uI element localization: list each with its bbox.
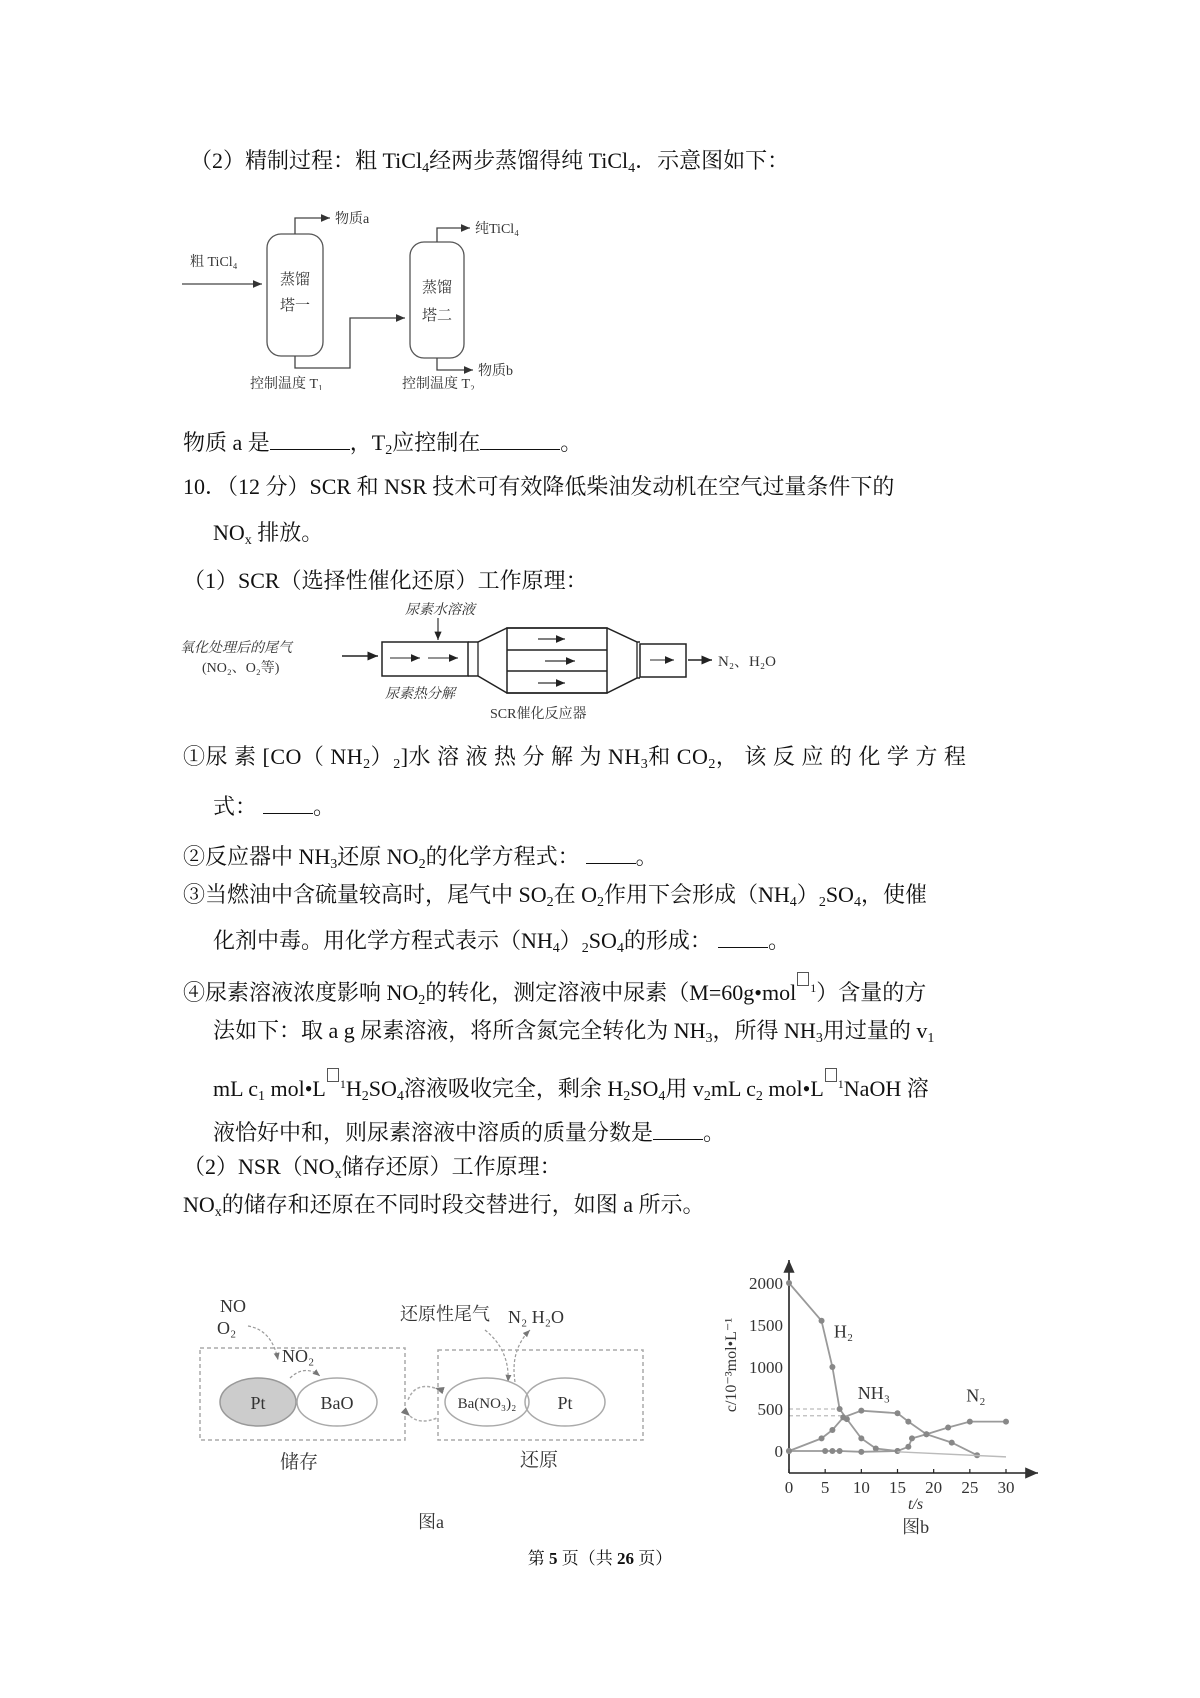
scr-heading — [183, 566, 588, 596]
answer-blank[interactable] — [718, 927, 768, 948]
answer-blank[interactable] — [653, 1119, 703, 1140]
text: 和 CO — [648, 744, 709, 769]
subscript: x — [244, 533, 252, 548]
x-tick-label: 25 — [961, 1478, 979, 1497]
reduction-label: 还原 — [520, 1450, 559, 1471]
item-2 — [183, 842, 658, 872]
subscript: x — [334, 1167, 342, 1182]
q9-answer-line — [183, 428, 582, 458]
reactor-top — [468, 628, 640, 642]
total-pages: 26 — [617, 1549, 634, 1568]
cycle-arrow — [410, 1416, 437, 1421]
superscript-text: 1 — [810, 981, 817, 995]
out-b-arrow — [437, 358, 473, 370]
nsr-heading — [183, 1152, 562, 1182]
products-label: N₂ H₂O — [508, 1307, 565, 1327]
out-b-label: 物质b — [478, 364, 513, 379]
data-point — [840, 1414, 846, 1420]
intro-text: 经两步蒸馏得纯 TiCl — [429, 148, 629, 173]
pt-label: Pt — [557, 1393, 573, 1413]
text: 用 v — [665, 1076, 704, 1101]
data-point — [858, 1449, 864, 1455]
text: ， 该 反 应 的 化 学 方 程 — [715, 744, 967, 769]
data-point — [967, 1419, 973, 1425]
text: ） — [370, 744, 394, 769]
tower-one — [267, 234, 323, 356]
subscript: 4 — [422, 161, 430, 176]
text: 式： — [213, 794, 258, 819]
answer-blank[interactable] — [586, 843, 636, 864]
subscript: 2 — [818, 895, 826, 910]
answer-blank[interactable] — [480, 429, 560, 450]
chart-grid — [789, 1409, 844, 1416]
data-point — [905, 1444, 911, 1450]
figure-a — [190, 1290, 670, 1540]
subscript: 2 — [418, 857, 426, 872]
series-layer — [786, 1280, 1009, 1458]
text: mL c — [213, 1076, 258, 1101]
y-tick-label: 1500 — [749, 1316, 783, 1335]
baseline-line — [898, 1452, 1007, 1457]
exhaust-label: 氧化处理后的尾气 — [180, 641, 292, 656]
subscript: 2 — [393, 757, 401, 772]
text: 用过量的 v — [822, 1018, 928, 1043]
item-1 — [183, 742, 966, 772]
series-label: N₂ — [966, 1385, 986, 1406]
subscript: 4 — [789, 895, 797, 910]
subscript: 3 — [640, 757, 649, 772]
storage-label: 储存 — [280, 1452, 319, 1473]
data-point — [895, 1448, 901, 1454]
tower-one-label: 塔一 — [279, 298, 311, 314]
footer-text: 页（共 — [557, 1549, 617, 1568]
text: 。 — [703, 1120, 726, 1145]
text: 储存还原）工作原理： — [341, 1154, 562, 1179]
text: SO — [368, 1076, 397, 1101]
data-point — [819, 1435, 825, 1441]
text: mL c — [710, 1076, 756, 1101]
text: 物质 a 是 — [183, 430, 270, 455]
figure-a-caption: 图a — [418, 1512, 444, 1532]
q9-part2-intro — [190, 146, 789, 176]
no2-arrow — [290, 1370, 320, 1378]
text: 的转化，测定溶液中尿素（M=60g•mol — [425, 980, 797, 1005]
superscript — [796, 981, 816, 995]
reactor-label: SCR催化反应器 — [490, 707, 587, 722]
text: ，T — [349, 430, 386, 455]
text: 化剂中毒。用化学方程式表示（NH — [213, 928, 553, 953]
text: NaOH 溶 — [843, 1076, 929, 1101]
subscript: 3 — [815, 1031, 823, 1046]
text: 。 — [313, 794, 336, 819]
series-label: H₂ — [833, 1321, 854, 1342]
y-tick-label: 500 — [757, 1400, 783, 1419]
scr-diagram — [180, 600, 800, 730]
cycle-arrow — [408, 1387, 435, 1401]
subscript: 4 — [628, 161, 636, 176]
data-point — [837, 1406, 843, 1412]
subscript: 2 — [363, 757, 371, 772]
x-tick-label: 0 — [784, 1478, 794, 1497]
subscript: 4 — [616, 941, 624, 956]
y-tick-label: 0 — [774, 1442, 783, 1461]
urea-solution-label: 尿素水溶液 — [405, 603, 475, 618]
data-point — [1003, 1419, 1009, 1425]
text: 溶液吸收完全，剩余 H — [403, 1076, 624, 1101]
nsr-description — [183, 1190, 705, 1220]
text: 应控制在 — [392, 430, 481, 455]
superscript — [326, 1077, 346, 1091]
data-point — [949, 1440, 955, 1446]
output-label: N₂、H₂O — [718, 654, 776, 670]
item-4-cont2 — [213, 1068, 929, 1104]
text: ，所得 NH — [712, 1018, 816, 1043]
y-tick-label: 2000 — [749, 1274, 783, 1293]
o2-label: O₂ — [217, 1318, 237, 1338]
ctrl-t2-label: 控制温度 T₂ — [402, 377, 475, 390]
exhaust-label: (NO₂、O₂等) — [202, 661, 280, 676]
text: ） — [559, 928, 582, 953]
question-title: 10．（12 分）SCR 和 NSR 技术可有效降低柴油发动机在空气过量条件下的 — [183, 474, 895, 499]
data-point — [786, 1280, 792, 1286]
x-axis-label: t/s — [908, 1496, 924, 1513]
reactor-bottom — [468, 676, 640, 693]
series-label: NH₃ — [857, 1382, 890, 1403]
page-footer — [0, 1544, 1200, 1569]
subscript: 4 — [658, 1089, 666, 1104]
subscript: 2 — [597, 895, 605, 910]
subscript: 2 — [385, 443, 393, 458]
text: mol•L — [265, 1076, 326, 1101]
out-pure-label: 纯TiCl₄ — [475, 222, 520, 237]
subscript: 4 — [396, 1089, 404, 1104]
out-pure-arrow — [437, 228, 470, 242]
missing-glyph-box — [327, 1068, 339, 1082]
data-point — [837, 1448, 843, 1454]
subscript: x — [214, 1205, 222, 1220]
out-a-arrow — [295, 218, 330, 234]
item-4-cont3 — [213, 1118, 725, 1148]
x-tick-label: 10 — [852, 1478, 870, 1497]
data-point — [819, 1318, 825, 1324]
data-point — [829, 1448, 835, 1454]
answer-blank[interactable] — [263, 793, 313, 814]
missing-glyph-box — [797, 972, 809, 986]
text: 在 O — [553, 882, 598, 907]
intro-text: ．示意图如下： — [635, 148, 790, 173]
text: ）含量的方 — [816, 980, 927, 1005]
tower-two — [410, 242, 464, 358]
urea-decomp-label: 尿素热分解 — [385, 687, 455, 702]
data-point — [786, 1448, 792, 1454]
text: 。 — [767, 928, 790, 953]
text: NO — [183, 1192, 215, 1217]
text: 液恰好中和，则尿素溶液中溶质的质量分数是 — [213, 1120, 654, 1145]
y-ticks — [749, 1274, 783, 1461]
x-tick-label: 30 — [997, 1478, 1015, 1497]
text: ） — [796, 882, 819, 907]
no-label: NO — [220, 1296, 246, 1316]
input-label: 粗 TiCl₄ — [190, 255, 238, 270]
subscript: 2 — [703, 1089, 711, 1104]
data-point — [829, 1364, 835, 1370]
data-point — [858, 1408, 864, 1414]
subscript: 2 — [581, 941, 589, 956]
text: 的形成： — [623, 928, 712, 953]
x-tick-label: 5 — [820, 1478, 830, 1497]
figure-b-chart — [720, 1240, 1050, 1540]
data-point — [829, 1427, 835, 1433]
data-point — [822, 1448, 828, 1454]
subscript: 1 — [258, 1089, 265, 1104]
data-point — [905, 1419, 911, 1425]
text: 排放。 — [251, 520, 324, 545]
y-tick-label: 1000 — [749, 1358, 783, 1377]
data-point — [909, 1435, 915, 1441]
page-number: 5 — [549, 1549, 558, 1568]
data-point — [895, 1410, 901, 1416]
ctrl-t1-label: 控制温度 T₁ — [250, 377, 323, 390]
text: 的化学方程式： — [425, 844, 580, 869]
text: ②反应器中 NH — [183, 844, 331, 869]
out-a-label: 物质a — [335, 212, 370, 227]
answer-blank[interactable] — [270, 429, 350, 450]
pt-label: Pt — [250, 1393, 266, 1413]
intro-text: （2）精制过程：粗 TiCl — [190, 148, 423, 173]
data-point — [858, 1435, 864, 1441]
text: H — [345, 1076, 362, 1101]
superscript-text: 1 — [837, 1077, 844, 1091]
text: （2）NSR（NO — [183, 1154, 335, 1179]
text: ③当燃油中含硫量较高时，尾气中 SO — [183, 882, 547, 907]
subscript: 4 — [853, 895, 861, 910]
y-axis-label: c/10⁻³mol•L⁻¹ — [723, 1317, 740, 1413]
reducing-gas-arrow — [485, 1330, 508, 1382]
subscript: 2 — [361, 1089, 369, 1104]
superscript-text: 1 — [339, 1077, 346, 1091]
series-line-0 — [789, 1283, 898, 1451]
text: 还原 NO — [337, 844, 419, 869]
text: mol•L — [762, 1076, 824, 1101]
item-3 — [183, 880, 927, 910]
text: ④尿素溶液浓度影响 NO — [183, 980, 419, 1005]
subscript: 2 — [755, 1089, 763, 1104]
item-3-cont — [213, 926, 790, 956]
text: SO — [630, 1076, 659, 1101]
text: ]水 溶 液 热 分 解 为 NH — [400, 744, 641, 769]
text: ①尿 素 [CO（ NH — [183, 744, 364, 769]
section-heading: （1）SCR（选择性催化还原）工作原理： — [183, 568, 588, 593]
figure-b-caption: 图b — [902, 1517, 930, 1537]
input-arrow — [248, 1326, 278, 1360]
data-point — [945, 1424, 951, 1430]
text: SO — [825, 882, 854, 907]
footer-text: 第 — [527, 1549, 549, 1568]
distillation-diagram — [180, 200, 550, 390]
item-1-cont — [213, 792, 335, 822]
transfer-arrow — [295, 318, 405, 368]
subscript: 2 — [623, 1089, 631, 1104]
superscript — [824, 1077, 844, 1091]
text: NO — [213, 520, 245, 545]
decomposition-pipe — [382, 642, 468, 676]
text: 。 — [635, 844, 658, 869]
subscript: 2 — [708, 757, 716, 772]
data-point — [923, 1431, 929, 1437]
subscript: 3 — [330, 857, 338, 872]
text: SO — [588, 928, 617, 953]
missing-glyph-box — [825, 1068, 837, 1082]
bano3-label: Ba(NO₃)₂ — [457, 1396, 517, 1412]
no2-label: NO₂ — [282, 1346, 315, 1366]
subscript: 3 — [705, 1031, 713, 1046]
text: 法如下：取 a g 尿素溶液，将所含氮完全转化为 NH — [213, 1018, 706, 1043]
text: 。 — [560, 430, 583, 455]
tower-two-label: 塔二 — [421, 308, 453, 324]
item-4-cont1 — [213, 1016, 934, 1046]
products-arrow — [514, 1330, 530, 1382]
text: ，使催 — [860, 882, 927, 907]
subscript: 4 — [552, 941, 560, 956]
tower-two-label: 蒸馏 — [421, 280, 453, 296]
q10-title-cont — [213, 518, 323, 548]
x-tick-label: 15 — [889, 1478, 906, 1497]
subscript: 1 — [927, 1031, 935, 1046]
item-4 — [183, 972, 926, 1008]
text: 的储存和还原在不同时段交替进行，如图 a 所示。 — [221, 1192, 705, 1217]
footer-text: 页） — [634, 1549, 673, 1568]
x-tick-label: 20 — [925, 1478, 943, 1497]
reducing-gas-label: 还原性尾气 — [400, 1304, 490, 1324]
tower-one-label: 蒸馏 — [279, 272, 311, 288]
subscript: 2 — [546, 895, 554, 910]
bao-label: BaO — [320, 1393, 354, 1413]
text: 作用下会形成（NH — [604, 882, 790, 907]
q10-title — [183, 472, 894, 502]
subscript: 2 — [418, 993, 426, 1008]
reduction-box — [438, 1350, 643, 1440]
